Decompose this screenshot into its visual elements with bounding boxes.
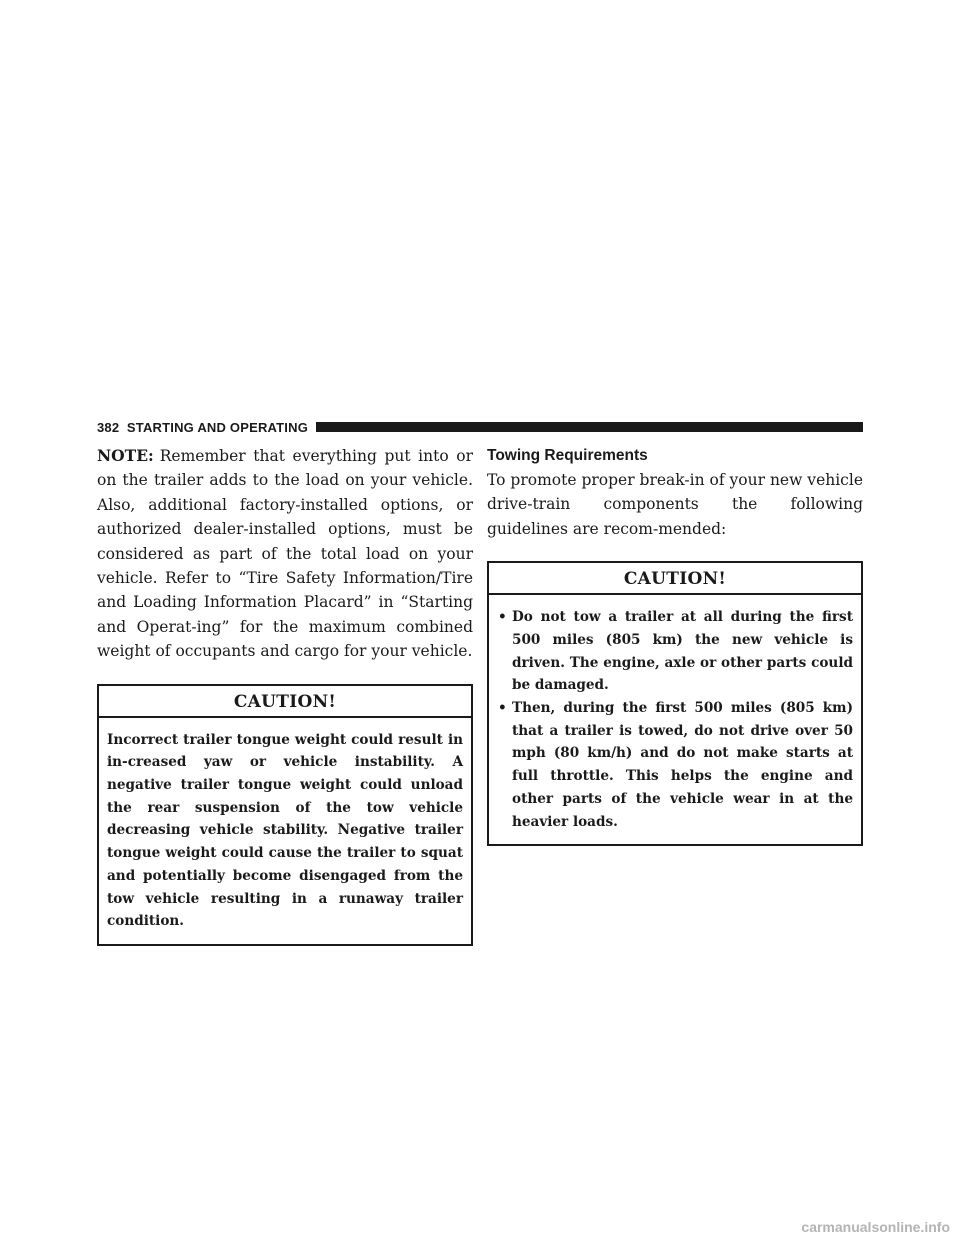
bullet-icon: • bbox=[498, 609, 507, 626]
caution-title: CAUTION! bbox=[489, 563, 861, 595]
header-rule bbox=[316, 422, 863, 432]
watermark: carmanualsonline.info bbox=[801, 1219, 950, 1235]
list-item bbox=[497, 606, 853, 697]
section-heading: Towing Requirements bbox=[487, 447, 648, 464]
caution-box-break-in bbox=[487, 561, 863, 846]
bullet-icon: • bbox=[498, 700, 507, 717]
right-column bbox=[487, 444, 863, 846]
caution-body: Incorrect trailer tongue weight could result in in-creased yaw or vehicle instability. A negative trailer tongue weight could unload the rear suspension of the tow vehicle decreasing vehicle stability. Negative trailer tongue weight could cause the trailer to squat and potentially become disengaged from the tow vehicle resulting in a runaway trailer condition. bbox=[107, 731, 463, 930]
running-header bbox=[97, 419, 863, 435]
caution-title: CAUTION! bbox=[99, 686, 471, 718]
list-item bbox=[497, 697, 853, 833]
section-title: STARTING AND OPERATING bbox=[126, 419, 309, 435]
header-label bbox=[97, 420, 316, 435]
caution-body bbox=[489, 595, 861, 844]
note-text: Remember that everything put into or on the trailer adds to the load on your vehicle. Also, additional factory-installed options, or authorized dealer-installed options, must be considered as part of the total load on your vehicle. Refer to “Tire Safety Information/Tire and Loading Information Placard” in “Starting and Operat-ing” for the maximum combined weight of occupants and cargo for your vehicle. bbox=[97, 447, 473, 661]
caution-box-tongue-weight bbox=[97, 684, 473, 946]
intro-paragraph: To promote proper break-in of your new vehicle drive-train components the following guidelines are recom-mended: bbox=[487, 471, 863, 538]
page-number: 382 bbox=[97, 419, 120, 435]
note-label: NOTE: bbox=[97, 446, 154, 465]
note-paragraph bbox=[97, 444, 473, 664]
left-column bbox=[97, 444, 473, 946]
bullet-text: Do not tow a trailer at all during the first 500 miles (805 km) the new vehicle is driven. The engine, axle or other parts could be damaged. bbox=[512, 609, 853, 694]
caution-bullet-list bbox=[497, 606, 853, 833]
bullet-text: Then, during the first 500 miles (805 km) that a trailer is towed, do not drive over 50 mph (80 km/h) and do not make starts at full throttle. This helps the engine and other parts of the vehicle wear in at the heavier loads. bbox=[512, 700, 853, 830]
